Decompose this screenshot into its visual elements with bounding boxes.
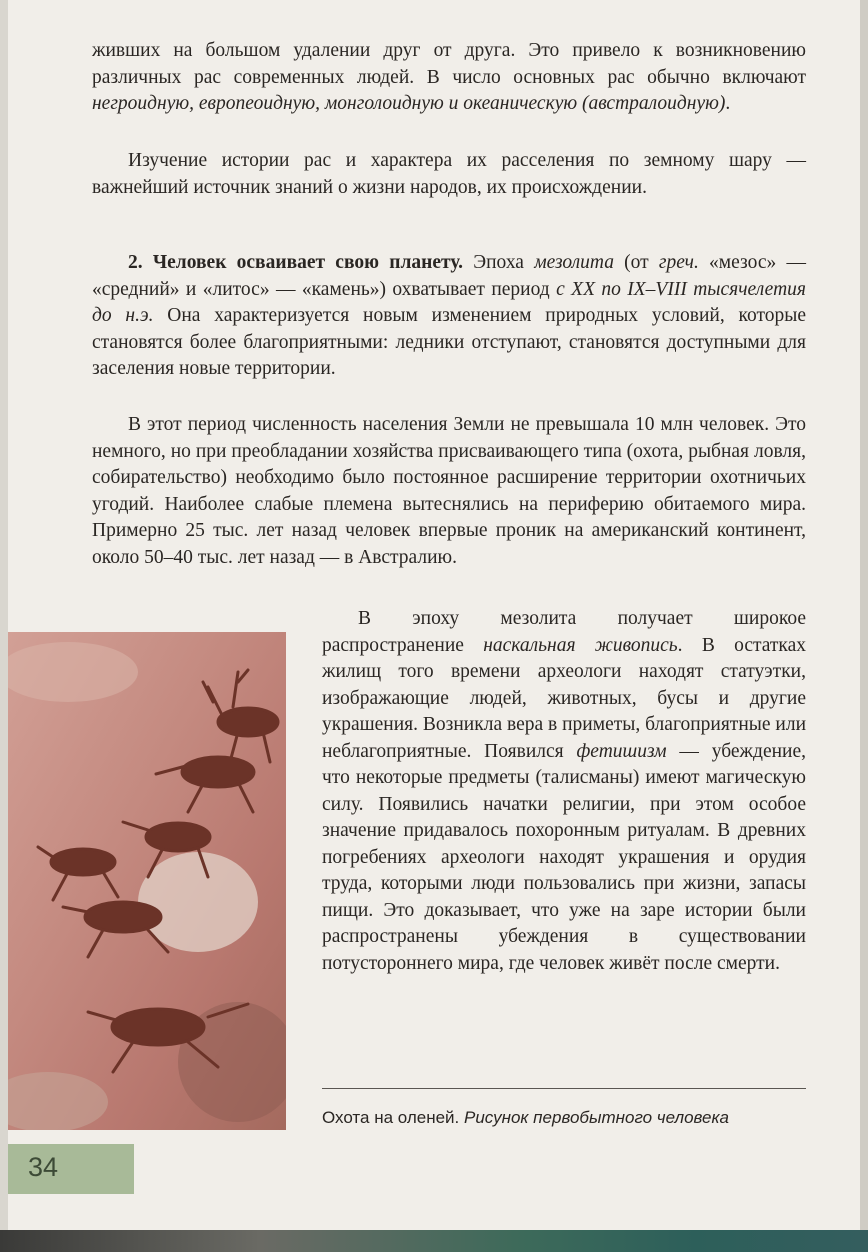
paragraph-races — [92, 38, 806, 118]
para4-text: В этот период численность населения Земли не превышала 10 млн человек. Это немного, но при преобладании хозяйства присваивающего типа (охота, рыбная ловля, собирательство) необходимо было постоянное расширение территории охотничьих угодий. Наиболее слабые племена вытеснялись на периферию обитаемого мира. Примерно 25 тыс. лет назад человек впервые проник на американский континент, около 50–40 тыс. лет назад — в Австралию. — [92, 414, 806, 568]
section-heading: 2. Человек осваивает свою планету. — [128, 252, 464, 273]
page-edge — [860, 0, 868, 1252]
para5-text-c: — убеждение, что некоторые предметы (талисманы) имеют магическую силу. Появились начатки религии, при этом особое значение придавалось похоронным ритуалам. В древних погребениях археологи находят украшения и орудия труда, которыми люди пользовались при жизни, запасы пищи. Это доказывает, что уже на заре истории были распространены убеждения в существовании потустороннего мира, где человек живёт после смерти. — [322, 740, 806, 974]
para2-text: Изучение истории рас и характера их расселения по земному шару — важнейший источник знаний о жизни народов, их происхождении. — [92, 150, 806, 198]
caption-subtitle: Рисунок первобытного человека — [464, 1108, 729, 1127]
paragraph-population — [92, 412, 806, 571]
para1-italic: негроидную, европеоидную, монголоидную и океаническую (австралоидную) — [92, 93, 726, 114]
caption-divider — [322, 1088, 806, 1089]
abbr-greek: греч. — [658, 252, 699, 273]
image-caption — [322, 1108, 812, 1128]
section-text-1: Эпоха — [463, 252, 535, 273]
section-text-4: Она характеризуется новым изменением природных условий, которые становятся более благоприятными: ледники отступают, становятся доступными для заселения новые территории. — [92, 305, 806, 379]
para1-end: . — [725, 93, 731, 114]
paragraph-race-history — [92, 148, 806, 201]
section-mesolithic — [92, 250, 806, 383]
section-text-3: «мезос» — «средний» и «литос» — «камень») охватывает период — [92, 252, 806, 300]
term-mesolithic: мезолита — [534, 252, 614, 273]
period-dates: с XX по IX–VIII тысячелетия до н.э. — [92, 278, 806, 326]
section-text-2: (от — [613, 252, 659, 273]
scan-edge-strip — [0, 1230, 868, 1252]
page-number: 34 — [28, 1152, 59, 1182]
caption-title: Охота на оленей. — [322, 1108, 465, 1127]
cave-painting-illustration — [8, 632, 286, 1130]
para5-text-a: В эпоху мезолита получает широкое распространение — [322, 608, 806, 656]
term-fetishism: фетишизм — [576, 740, 667, 762]
page-number-tab — [8, 1144, 134, 1194]
deer-hunt-image — [8, 632, 286, 1130]
para5-text-b: . В остатках жилищ того времени археологи находят статуэтки, изображающие людей, животных, бусы и другие украшения. Возникла вера в приметы, благоприятные или неблагоприятные. Появился — [322, 634, 806, 762]
paragraph-cave-painting — [322, 606, 806, 977]
para1-text: живших на большом удалении друг от друга. Это привело к возникновению различных рас современных людей. В число основных рас обычно включают — [92, 40, 806, 88]
term-rock-art: наскальная живопись — [483, 634, 678, 656]
